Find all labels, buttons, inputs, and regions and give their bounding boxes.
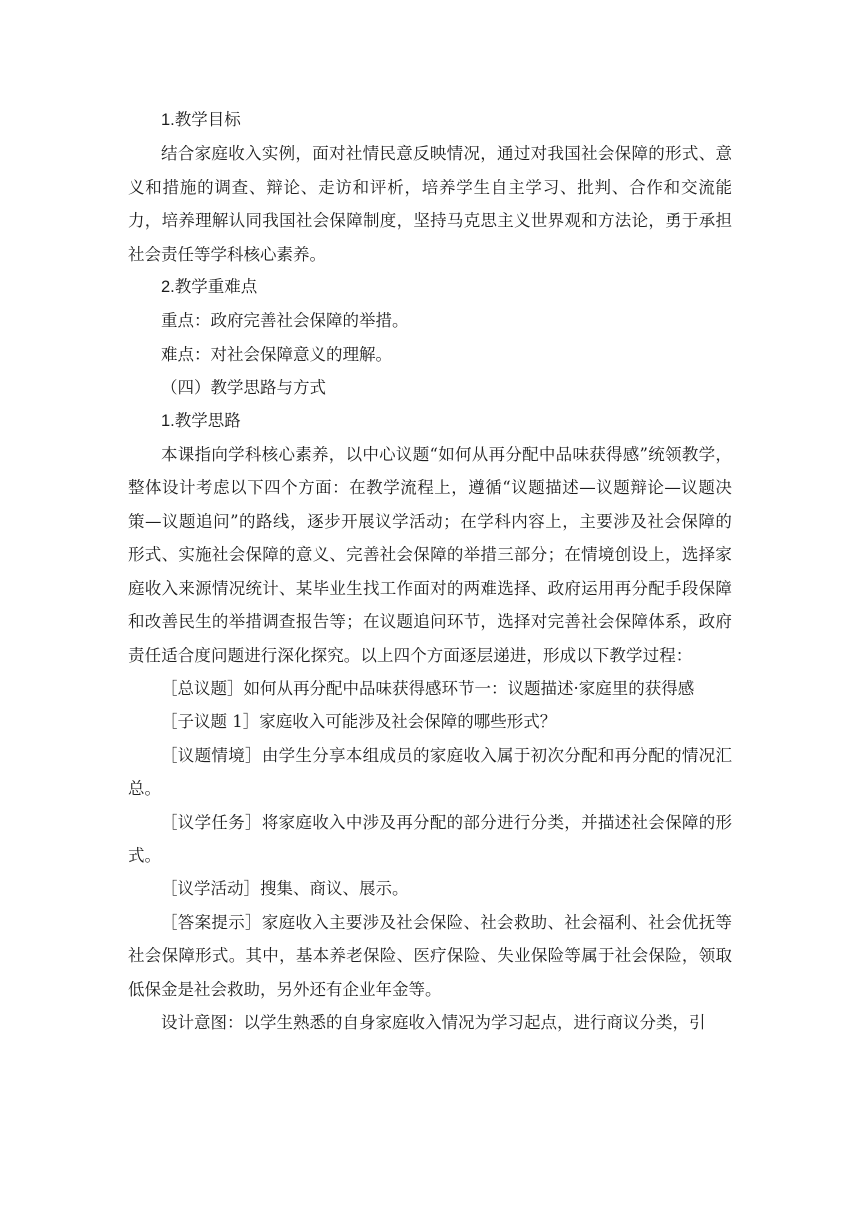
paragraph-sub-topic-1: ［子议题 1］家庭收入可能涉及社会保障的哪些形式？	[161, 712, 557, 732]
paragraph-learning-activity: ［议学活动］搜集、商议、展示。	[161, 879, 409, 899]
section-heading-teaching-idea: 1.教学思路	[161, 411, 241, 430]
paragraph-main-topic: ［总议题］如何从再分配中品味获得感环节一：议题描述·家庭里的获得感	[161, 678, 695, 698]
paragraph-key-point: 重点：政府完善社会保障的举措。	[161, 311, 409, 331]
paragraph-teaching-goals: 结合家庭收入实例，面对社情民意反映情况，通过对我国社会保障的形式、意义和措施的调查、辩论、走访和评析，培养学生自主学习、批判、合作和交流能力，培养理解认同我国社会保障制度，坚持马克思主义世界观和方法论，勇于承担社会责任等学科核心素养。	[128, 144, 732, 264]
section-heading-key-points: 2.教学重难点	[161, 278, 258, 297]
paragraph-design-intent: 设计意图：以学生熟悉的自身家庭收入情况为学习起点，进行商议分类，引	[161, 1012, 706, 1032]
section-heading-teaching-goals: 1.教学目标	[161, 111, 241, 129]
paragraph-topic-context: ［议题情境］由学生分享本组成员的家庭收入属于初次分配和再分配的情况汇总。	[128, 745, 732, 799]
paragraph-learning-task: ［议学任务］将家庭收入中涉及再分配的部分进行分类，并描述社会保障的形式。	[128, 812, 732, 865]
section-heading-approach: （四）教学思路与方式	[161, 378, 326, 398]
document-body	[128, 104, 732, 1039]
paragraph-teaching-idea: 本课指向学科核心素养，以中心议题“如何从再分配中品味获得感”统领教学，整体设计考虑以下四个方面：在教学流程上，遵循“议题描述—议题辩论—议题决策—议题追问”的路线，逐步开展议学活动；在学科内容上，主要涉及社会保障的形式、实施社会保障的意义、完善社会保障的举措三部分；在情境创设上，选择家庭收入来源情况统计、某毕业生找工作面对的两难选择、政府运用再分配手段保障和改善民生的举措调查报告等；在议题追问环节，选择对完善社会保障体系，政府责任适合度问题进行深化探究。以上四个方面逐层递进，形成以下教学过程：	[128, 445, 732, 665]
paragraph-difficult-point: 难点：对社会保障意义的理解。	[161, 344, 392, 364]
paragraph-answer-hint: ［答案提示］家庭收入主要涉及社会保险、社会救助、社会福利、社会优抚等社会保障形式。其中，基本养老保险、医疗保险、失业保险等属于社会保险，领取低保金是社会救助，另外还有企业年金等。	[128, 912, 732, 999]
